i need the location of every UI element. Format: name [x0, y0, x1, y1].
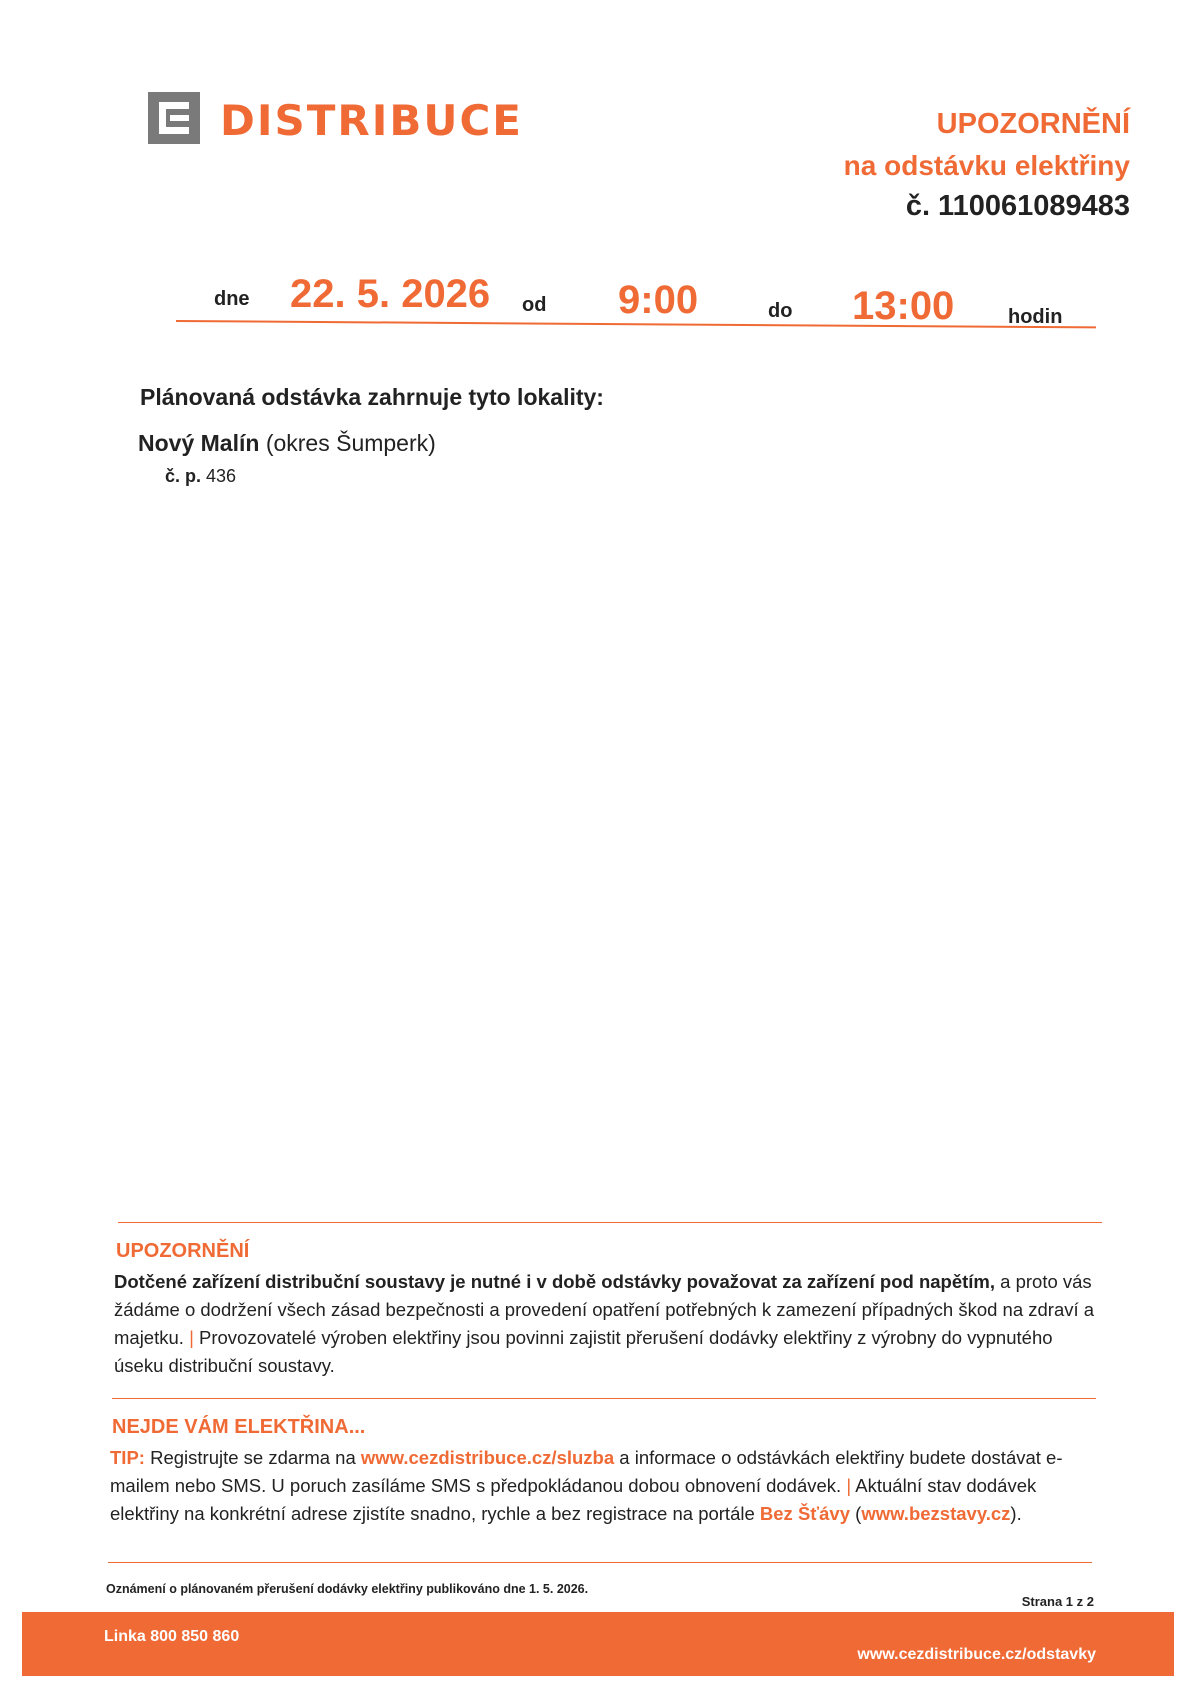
- location-town: [138, 430, 436, 457]
- bez-stavy-brand: Bez Šťávy: [759, 1503, 851, 1524]
- town-name: Nový Malín: [138, 430, 260, 456]
- warning-separator: |: [189, 1327, 194, 1348]
- tip-text-1: Registrujte se zdarma na: [144, 1447, 361, 1468]
- outage-end-time: 13:00: [852, 284, 955, 328]
- locations-heading: Plánovaná odstávka zahrnuje tyto lokality:: [140, 384, 604, 410]
- bottom-divider: [108, 1562, 1092, 1563]
- from-label: od: [522, 294, 547, 316]
- tip-text-2: a informace o odstávkách elektřiny budete dostávat e-mailem nebo SMS. U poruch zasíláme SMS s předpokládanou dobou obnovení dodávek.: [110, 1447, 1063, 1496]
- warning-text: [114, 1268, 1104, 1380]
- tip-separator: |: [846, 1475, 852, 1496]
- tip-label: TIP:: [110, 1447, 145, 1468]
- to-label: do: [768, 300, 793, 322]
- district-name: (okres Šumperk): [265, 430, 436, 456]
- cez-logo-icon: [148, 92, 200, 144]
- tip-text-3: Aktuální stav dodávek elektřiny na konkrétní adrese zjistíte snadno, rychle a bez registrace na portále: [110, 1475, 1037, 1524]
- notice-subtitle: na odstávku elektřiny: [843, 150, 1130, 181]
- tip-text-4: (: [850, 1503, 862, 1524]
- service-link[interactable]: www.cezdistribuce.cz/sluzba: [360, 1447, 615, 1468]
- location-address: [165, 466, 236, 487]
- date-label: dne: [214, 288, 250, 310]
- warning-bold-text: Dotčené zařízení distribuční soustavy je nutné i v době odstávky považovat za zařízení pod napětím,: [114, 1271, 996, 1292]
- tip-text: [110, 1444, 1100, 1528]
- warning-title: UPOZORNĚNÍ: [116, 1240, 250, 1262]
- warning-text-2: Provozovatelé výroben elektřiny jsou povinni zajistit přerušení dodávky elektřiny z výrobny do vypnutého úseku distribuční soustavy.: [114, 1327, 1053, 1376]
- outages-link[interactable]: www.cezdistribuce.cz/odstavky: [857, 1646, 1096, 1663]
- outage-date: 22. 5. 2026: [290, 272, 491, 316]
- bezstavy-link[interactable]: www.bezstavy.cz: [861, 1503, 1011, 1524]
- notice-number: č. 110061089483: [905, 190, 1130, 222]
- tip-text-5: ).: [1010, 1503, 1022, 1524]
- warning-divider: [118, 1222, 1102, 1223]
- logo-text: DISTRIBUCE: [220, 96, 523, 145]
- hours-label: hodin: [1008, 306, 1063, 328]
- outage-start-time: 9:00: [618, 278, 699, 322]
- warning-text-1: a proto vás žádáme o dodržení všech zásad bezpečnosti a provedení opatření potřebných k zamezení případných škod na zdraví a majetku.: [114, 1271, 1095, 1348]
- page-number: Strana 1 z 2: [1021, 1594, 1094, 1609]
- publication-note: Oznámení o plánovaném přerušení dodávky elektřiny publikováno dne 1. 5. 2026.: [106, 1582, 589, 1596]
- address-number: 436: [206, 466, 237, 486]
- notice-title: UPOZORNĚNÍ: [936, 108, 1130, 140]
- tip-divider: [112, 1398, 1096, 1399]
- hotline-number[interactable]: Linka 800 850 860: [104, 1628, 240, 1645]
- address-prefix: č. p.: [165, 466, 202, 486]
- tip-title: NEJDE VÁM ELEKTŘINA...: [112, 1416, 366, 1438]
